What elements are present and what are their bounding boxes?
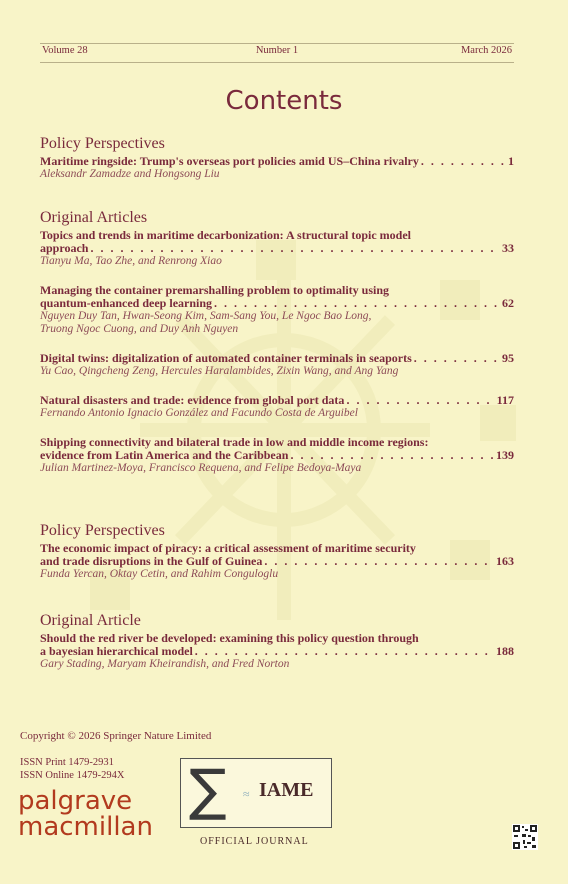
toc-entry[interactable] bbox=[40, 632, 514, 671]
section-heading: Policy Perspectives bbox=[40, 135, 165, 152]
leader-dots bbox=[90, 242, 500, 255]
volume-label: Volume 28 bbox=[42, 45, 88, 56]
leader-dots bbox=[414, 352, 500, 365]
article-title[interactable] bbox=[40, 542, 514, 568]
toc-entry[interactable] bbox=[40, 155, 514, 181]
section-heading: Original Article bbox=[40, 612, 141, 629]
article-authors: Truong Ngoc Cuong, and Duy Anh Nguyen bbox=[40, 323, 239, 335]
article-title-text: a bayesian hierarchical model bbox=[40, 644, 193, 658]
sigma-icon: ∑ bbox=[189, 758, 227, 823]
article-authors: Yu Cao, Qingcheng Zeng, Hercules Haralambides, Zixin Wang, and Ang Yang bbox=[40, 365, 399, 377]
page-number: 139 bbox=[496, 448, 514, 462]
toc-entry[interactable] bbox=[40, 436, 514, 475]
leader-dots bbox=[346, 394, 494, 407]
publisher-logo-line1: palgrave bbox=[18, 786, 133, 816]
article-title[interactable] bbox=[40, 436, 514, 462]
section-heading: Policy Perspectives bbox=[40, 522, 165, 539]
article-title-text: Maritime ringside: Trump's overseas port policies amid US–China rivalry bbox=[40, 154, 419, 168]
article-title[interactable] bbox=[40, 352, 514, 365]
page-title: Contents bbox=[225, 86, 343, 116]
leader-dots bbox=[421, 155, 506, 168]
page-number: 33 bbox=[502, 241, 514, 255]
toc-entry[interactable] bbox=[40, 352, 514, 378]
page-number: 188 bbox=[496, 644, 514, 658]
article-title-text: and trade disruptions in the Gulf of Guinea bbox=[40, 554, 263, 568]
article-authors: Gary Stading, Maryam Kheirandish, and Fred Norton bbox=[40, 658, 290, 670]
page-number: 1 bbox=[508, 154, 514, 168]
article-authors: Funda Yercan, Oktay Cetin, and Rahim Conguloglu bbox=[40, 568, 279, 580]
toc-entry[interactable] bbox=[40, 394, 514, 420]
toc-entry[interactable] bbox=[40, 542, 514, 581]
article-title-text: Should the red river be developed: examining this policy question through bbox=[40, 631, 419, 645]
article-title-text: evidence from Latin America and the Caribbean bbox=[40, 448, 289, 462]
article-title-text: approach bbox=[40, 241, 89, 255]
article-title-text: The economic impact of piracy: a critical assessment of maritime security bbox=[40, 541, 416, 555]
toc-section bbox=[40, 612, 514, 671]
page-number: 62 bbox=[502, 296, 514, 310]
page-number: 117 bbox=[496, 393, 514, 407]
article-title-text: Natural disasters and trade: evidence from global port data bbox=[40, 393, 345, 407]
qr-code-icon bbox=[512, 824, 538, 850]
toc-entry[interactable] bbox=[40, 229, 514, 268]
article-authors: Aleksandr Zamadze and Hongsong Liu bbox=[40, 168, 220, 180]
article-title[interactable] bbox=[40, 155, 514, 168]
article-authors: Julian Martinez-Moya, Francisco Requena, and Felipe Bedoya-Maya bbox=[40, 462, 362, 474]
article-title-text: Topics and trends in maritime decarbonization: A structural topic model bbox=[40, 228, 412, 242]
leader-dots bbox=[214, 297, 500, 310]
article-authors: Fernando Antonio Ignacio González and Facundo Costa de Arguibel bbox=[40, 407, 358, 419]
leader-dots bbox=[290, 449, 494, 462]
article-authors: Nguyen Duy Tan, Hwan-Seong Kim, Sam-Sang You, Le Ngoc Bao Long, bbox=[40, 310, 372, 322]
issue-date-label: March 2026 bbox=[460, 45, 512, 56]
leader-dots bbox=[195, 645, 494, 658]
publisher-logo-line2: macmillan bbox=[18, 812, 153, 842]
article-title[interactable] bbox=[40, 632, 514, 658]
article-authors: Tianyu Ma, Tao Zhe, and Renrong Xiao bbox=[40, 255, 222, 267]
copyright-notice: Copyright © 2026 Springer Nature Limited bbox=[20, 730, 212, 742]
page-number: 163 bbox=[496, 554, 514, 568]
official-journal-label: OFFICIAL JOURNAL bbox=[200, 836, 309, 847]
article-title[interactable] bbox=[40, 394, 514, 407]
article-title-text: quantum-enhanced deep learning bbox=[40, 296, 213, 310]
toc-entry[interactable] bbox=[40, 284, 514, 336]
wave-icon: ≈ bbox=[243, 787, 250, 801]
toc-section bbox=[40, 135, 514, 181]
article-title-text: Shipping connectivity and bilateral trade in low and middle income regions: bbox=[40, 435, 429, 449]
issn-print: ISSN Print 1479-2931 bbox=[20, 757, 114, 768]
issn-online: ISSN Online 1479-294X bbox=[20, 770, 125, 781]
article-title[interactable] bbox=[40, 229, 514, 255]
iame-logo bbox=[180, 758, 332, 828]
article-title-text: Managing the container premarshalling problem to optimality using bbox=[40, 283, 390, 297]
article-title-text: Digital twins: digitalization of automated container terminals in seaports bbox=[40, 351, 412, 365]
issue-number-label: Number 1 bbox=[255, 45, 299, 56]
publisher-logo bbox=[18, 788, 153, 840]
page-number: 95 bbox=[502, 351, 514, 365]
leader-dots bbox=[264, 555, 494, 568]
toc-section bbox=[40, 209, 514, 475]
section-heading: Original Articles bbox=[40, 209, 148, 226]
toc-section bbox=[40, 522, 514, 581]
article-title[interactable] bbox=[40, 284, 514, 310]
issue-header bbox=[40, 43, 514, 63]
iame-logo-text: IAME bbox=[259, 779, 314, 801]
